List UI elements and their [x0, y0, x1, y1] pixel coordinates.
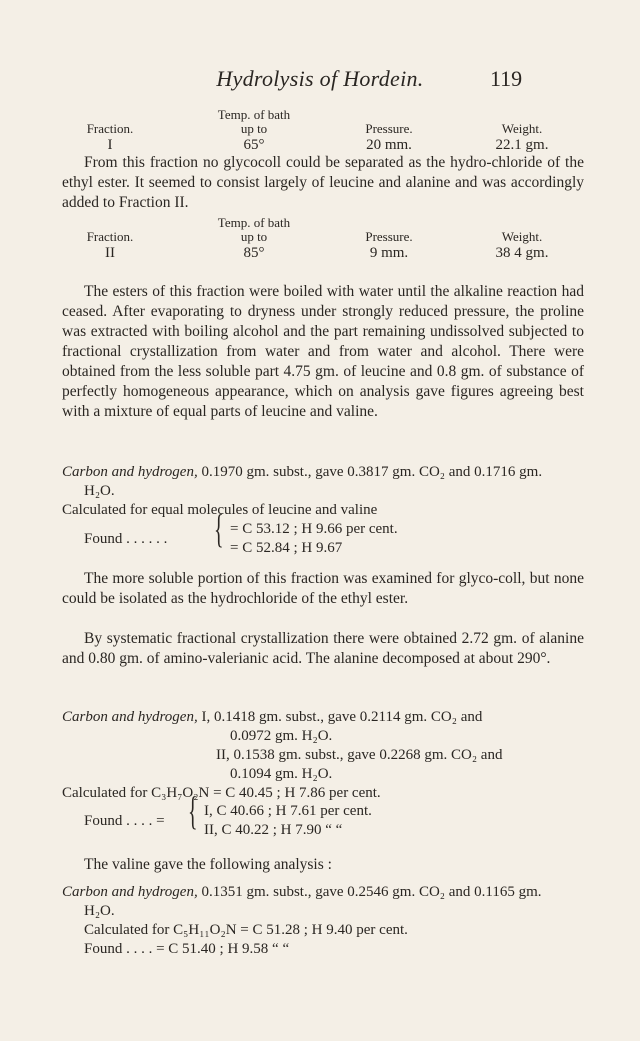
weight-value: 22.1 gm.	[495, 137, 549, 153]
analysis-2-found-label: Found . . . . =	[84, 813, 165, 829]
temp-header-line2: up to	[240, 229, 268, 244]
analysis-3-text: 0.1351 gm. subst., gave 0.2546 gm. CO₂ and 0.1165 gm.	[197, 884, 542, 900]
analysis-1-line-2: H₂O.	[84, 483, 115, 499]
analysis-3-line-2: H₂O.	[84, 903, 115, 919]
analysis-2-found-line-1: I, C 40.66 ; H 7.61 per cent.	[204, 803, 372, 819]
paragraph-3: The more soluble portion of this fraction was examined for glyco-coll, but none could be isolated as the hydrochloride of the ethyl ester.	[62, 570, 584, 607]
paragraph-1: From this fraction no glycocoll could be separated as the hydro-chloride of the ethyl ester. It seemed to consist largely of leucine and alanine and was accordingly added to Fraction II.	[62, 154, 584, 211]
fraction-value: I	[107, 137, 113, 153]
weight-header: Weight.	[501, 229, 543, 244]
brace-2: {	[188, 788, 198, 833]
brace-1: {	[214, 506, 224, 551]
analysis-2-text: I, 0.1418 gm. subst., gave 0.2114 gm. CO₂ and	[197, 709, 483, 725]
analysis-1-label: Carbon and hydrogen,	[62, 464, 198, 480]
analysis-2-calculated: Calculated for C₃H₇O₂N = C 40.45 ; H 7.86 per cent.	[62, 785, 381, 801]
fraction-header: Fraction.	[86, 229, 134, 244]
analysis-2-line-2: 0.0972 gm. H₂O.	[230, 728, 333, 744]
analysis-1-found-line-2: = C 52.84 ; H 9.67	[230, 540, 343, 556]
analysis-3-label: Carbon and hydrogen,	[62, 884, 198, 900]
running-title: Hydrolysis of Hordein.	[216, 66, 424, 91]
analysis-1-found-line-1: = C 53.12 ; H 9.66 per cent.	[230, 521, 398, 537]
analysis-3-calculated: Calculated for C₅H₁₁O₂N = C 51.28 ; H 9.40 per cent.	[84, 922, 408, 938]
analysis-1-text: 0.1970 gm. subst., gave 0.3817 gm. CO₂ and 0.1716 gm.	[197, 464, 543, 480]
temp-value: 65°	[243, 137, 265, 153]
analysis-1-calculated: Calculated for equal molecules of leucine and valine	[62, 502, 378, 518]
analysis-3-line-1	[62, 882, 542, 902]
pressure-value: 20 mm.	[366, 137, 412, 153]
fraction-value: II	[105, 245, 115, 261]
analysis-3-found: Found . . . . = C 51.40 ; H 9.58 “ “	[84, 941, 290, 957]
temp-value: 85°	[243, 245, 265, 261]
temp-header-line2: up to	[240, 121, 268, 136]
weight-header: Weight.	[501, 121, 543, 136]
analysis-2-label: Carbon and hydrogen,	[62, 709, 198, 725]
fraction-header: Fraction.	[86, 121, 134, 136]
analysis-2-line-4: 0.1094 gm. H₂O.	[230, 766, 333, 782]
temp-header-line1: Temp. of bath	[217, 215, 291, 230]
weight-value: 38 4 gm.	[495, 245, 549, 261]
analysis-1-line-1	[62, 462, 542, 482]
paragraph-2: The esters of this fraction were boiled with water until the alkaline reaction had ceased. After evaporating to dryness under strongly reduced pressure, the proline was extracted with boiling alcohol and the part remaining undissolved subjected to fractional crystallization from water and from water and alcohol. There were obtained from the less soluble part 4.75 gm. of leucine and 0.8 gm. of substance of perfectly homogeneous appearance, which on analysis gave figures agreeing best with a mixture of equal parts of leucine and valine.	[62, 283, 584, 420]
pressure-value: 9 mm.	[369, 245, 409, 261]
pressure-header: Pressure.	[365, 229, 413, 244]
temp-header-line1: Temp. of bath	[217, 107, 291, 122]
analysis-2-found-line-2: II, C 40.22 ; H 7.90 “ “	[204, 822, 343, 838]
running-header	[0, 66, 640, 96]
analysis-2-line-3: II, 0.1538 gm. subst., gave 0.2268 gm. CO₂ and	[216, 747, 503, 763]
paragraph-4: By systematic fractional crystallization there were obtained 2.72 gm. of alanine and 0.80 gm. of amino-valerianic acid. The alanine decomposed at about 290°.	[62, 630, 584, 667]
page-number: 119	[490, 66, 523, 91]
paragraph-5: The valine gave the following analysis :	[84, 856, 332, 873]
analysis-1-found-label: Found . . . . . .	[84, 531, 168, 547]
analysis-2-line-1	[62, 707, 482, 727]
pressure-header: Pressure.	[365, 121, 413, 136]
